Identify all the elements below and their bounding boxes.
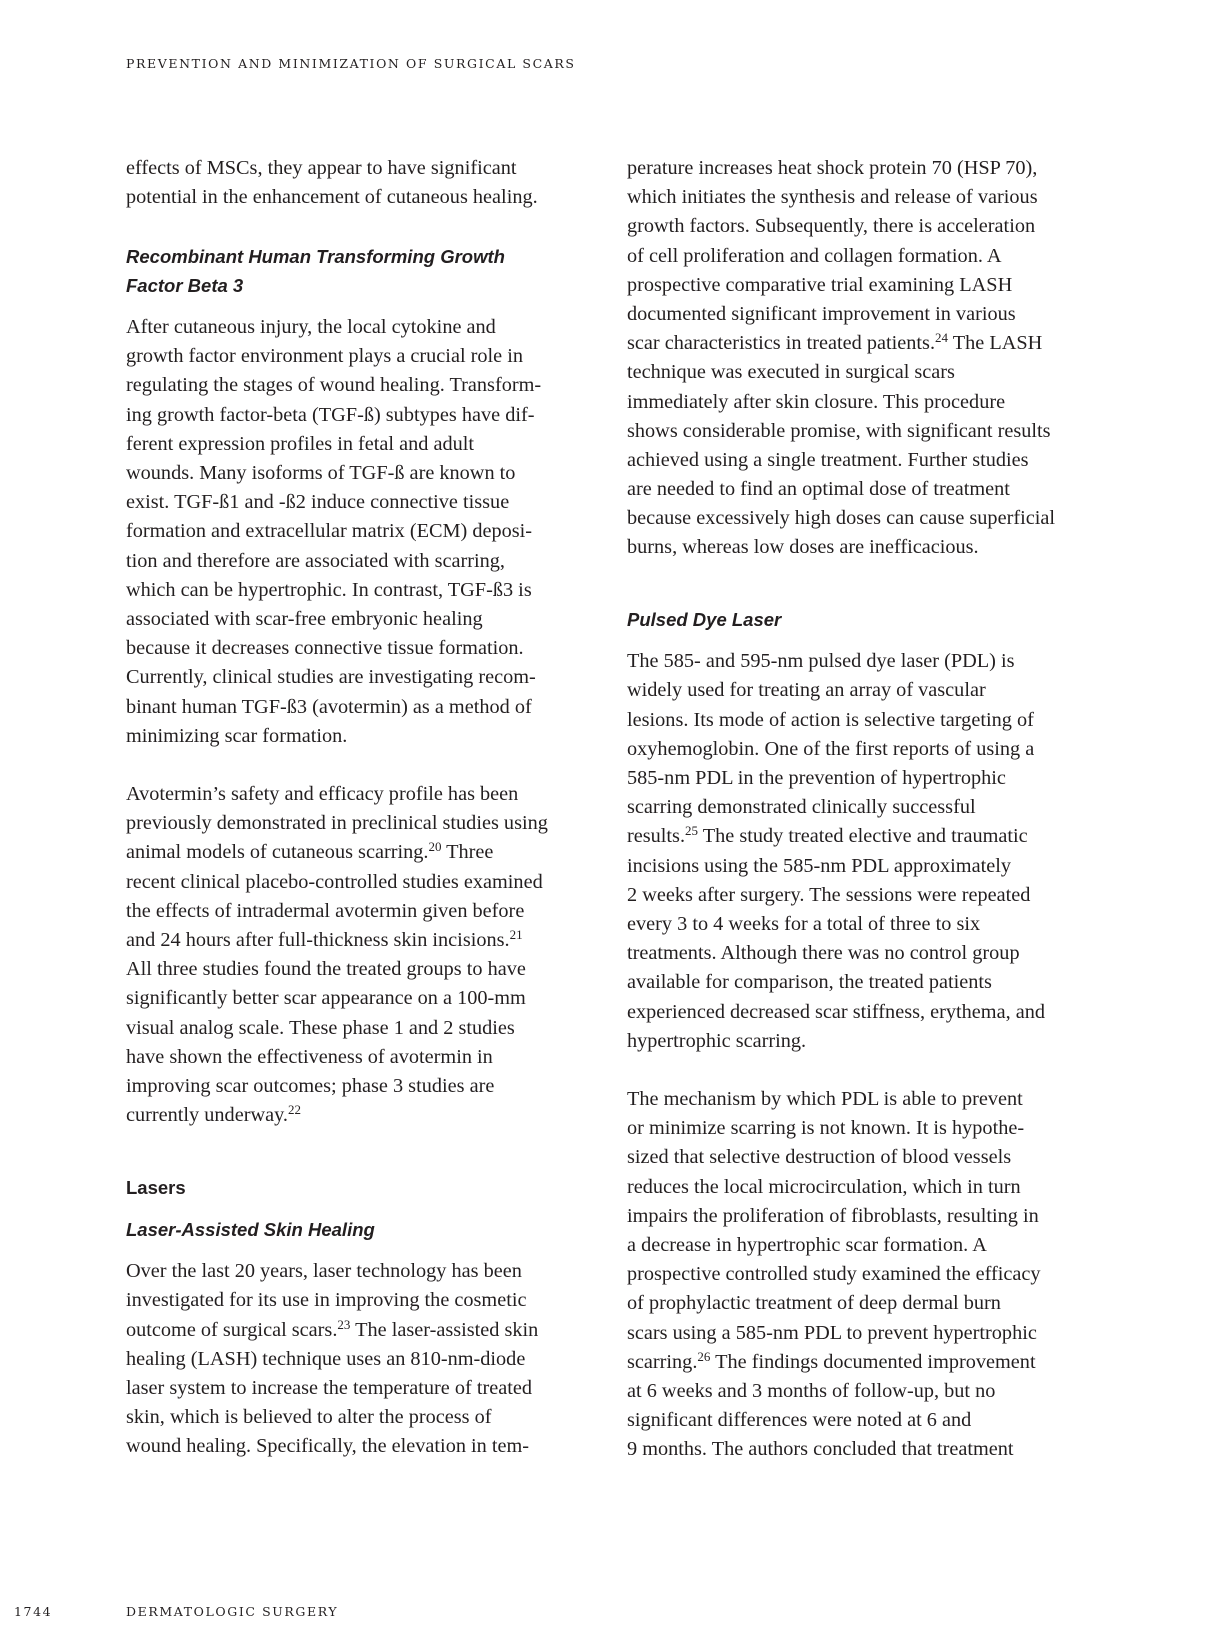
- line-text: of prophylactic treatment of deep dermal burn: [627, 1292, 1001, 1315]
- text-line: [627, 1173, 1092, 1202]
- line-text: wounds. Many isoforms of TGF-ß are known to: [126, 462, 516, 484]
- line-text: available for comparison, the treated patients: [627, 971, 992, 994]
- text-line: [126, 1286, 591, 1315]
- citation-superscript: 23: [337, 1316, 351, 1332]
- text-line: [126, 488, 591, 517]
- text-line: [627, 242, 1092, 271]
- line-text: because excessively high doses can cause superficial: [627, 507, 1055, 530]
- text-line: [126, 809, 591, 838]
- line-text: are needed to find an optimal dose of treatment: [627, 478, 1010, 501]
- line-text: regulating the stages of wound healing. Transform-: [126, 374, 542, 397]
- text-line: [126, 868, 591, 897]
- text-line: [126, 313, 591, 342]
- line-text: reduces the local microcirculation, which in turn: [627, 1175, 1021, 1198]
- line-text: every 3 to 4 weeks for a total of three to six: [627, 912, 981, 935]
- line-text: laser system to increase the temperature of treated: [126, 1377, 533, 1400]
- paragraph-gap: [627, 634, 1092, 647]
- line-text: 585-nm PDL in the prevention of hypertrophic: [627, 767, 1006, 790]
- text-line: [126, 780, 591, 809]
- line-text: shows considerable promise, with significant results: [627, 419, 1051, 442]
- line-text-after-citation: The findings documented improvement: [710, 1350, 1036, 1373]
- line-text: achieved using a single treatment. Further studies: [627, 448, 1029, 471]
- line-text: burns, whereas low doses are inefficacious.: [627, 536, 979, 559]
- paragraph-gap: [627, 563, 1092, 605]
- line-text: ferent expression profiles in fetal and adult: [126, 432, 475, 455]
- line-text: oxyhemoglobin. One of the first reports of using a: [627, 737, 1035, 760]
- line-text: Avotermin’s safety and efficacy profile has been: [126, 783, 519, 806]
- text-line: [126, 517, 591, 546]
- line-text: effects of MSCs, they appear to have significant: [126, 157, 517, 179]
- text-line: [627, 793, 1092, 822]
- line-text: Over the last 20 years, laser technology has been: [126, 1260, 522, 1283]
- text-line: [126, 1374, 591, 1403]
- text-line: [126, 1403, 591, 1432]
- paragraph-gap: [126, 300, 591, 313]
- text-line: [627, 417, 1092, 446]
- text-line: [627, 852, 1092, 881]
- text-line: [126, 401, 591, 430]
- text-line: [126, 1043, 591, 1072]
- section-heading: Laser-Assisted Skin Healing: [126, 1218, 375, 1240]
- text-line: [627, 1289, 1092, 1318]
- line-text: impairs the proliferation of fibroblasts, resulting in: [627, 1204, 1039, 1227]
- text-line: [627, 446, 1092, 475]
- text-line: [627, 1231, 1092, 1260]
- text-line: [627, 881, 1092, 910]
- text-line: [126, 838, 591, 867]
- text-line: [627, 1085, 1092, 1114]
- line-text: prospective comparative trial examining LASH: [627, 273, 1013, 296]
- line-text: experienced decreased scar stiffness, erythema, and: [627, 1000, 1046, 1023]
- line-text: scarring demonstrated clinically successful: [627, 796, 976, 819]
- line-text: treatments. Although there was no control group: [627, 942, 1020, 965]
- paragraph-gap: [126, 1202, 591, 1215]
- line-text: animal models of cutaneous scarring.: [126, 841, 429, 864]
- citation-superscript: 21: [509, 927, 523, 942]
- line-text: currently underway.: [126, 1104, 288, 1127]
- line-text: perature increases heat shock protein 70 (HSP 70),: [627, 157, 1038, 179]
- line-text: the effects of intradermal avotermin given before: [126, 899, 525, 922]
- line-text: results.: [627, 825, 686, 848]
- page-number: 1744: [14, 1604, 53, 1619]
- text-line: [627, 968, 1092, 997]
- text-line: [126, 1257, 591, 1286]
- line-text: recent clinical placebo-controlled studies examined: [126, 870, 543, 893]
- text-line: [126, 576, 591, 605]
- text-line: [627, 647, 1092, 676]
- text-line: [126, 342, 591, 371]
- line-text: at 6 weeks and 3 months of follow-up, but no: [627, 1379, 996, 1402]
- text-line: [126, 984, 591, 1013]
- text-line: [627, 300, 1092, 329]
- line-text: associated with scar-free embryonic healing: [126, 607, 483, 630]
- line-text: minimizing scar formation.: [126, 724, 348, 747]
- line-text: previously demonstrated in preclinical studies using: [126, 812, 548, 835]
- line-text: tion and therefore are associated with scarring,: [126, 549, 505, 572]
- text-line: [627, 1027, 1092, 1056]
- text-line: [627, 533, 1092, 562]
- text-line: [627, 764, 1092, 793]
- section-heading: Lasers: [126, 1176, 186, 1198]
- text-line: [126, 1072, 591, 1101]
- text-line: [627, 735, 1092, 764]
- paragraph-gap: [126, 751, 591, 780]
- text-line: [627, 475, 1092, 504]
- line-text: growth factor environment plays a crucial role in: [126, 345, 524, 368]
- citation-superscript: 25: [685, 823, 699, 839]
- line-text-after-citation: Three: [441, 841, 494, 864]
- line-text: significantly better scar appearance on a 100-mm: [126, 987, 526, 1010]
- text-line: [627, 1143, 1092, 1172]
- text-line: [627, 1435, 1092, 1464]
- line-text: 2 weeks after surgery. The sessions were repeated: [627, 883, 1031, 906]
- line-text: Currently, clinical studies are investigating recom-: [126, 666, 536, 689]
- text-line: [126, 1101, 591, 1130]
- line-text: scars using a 585-nm PDL to prevent hypertrophic: [627, 1321, 1037, 1344]
- text-line: [627, 1114, 1092, 1143]
- text-line: [627, 910, 1092, 939]
- line-text: which can be hypertrophic. In contrast, TGF-ß3 is: [126, 578, 532, 601]
- line-text: growth factors. Subsequently, there is acceleration: [627, 215, 1036, 238]
- line-text: technique was executed in surgical scars: [627, 361, 955, 384]
- line-text: hypertrophic scarring.: [627, 1029, 807, 1052]
- section-heading: Recombinant Human Transforming Growth: [126, 245, 505, 267]
- text-line: [627, 1202, 1092, 1231]
- line-text: binant human TGF-ß3 (avotermin) as a method of: [126, 695, 532, 718]
- line-text: incisions using the 585-nm PDL approximately: [627, 854, 1011, 877]
- section-heading: Pulsed Dye Laser: [627, 608, 782, 630]
- line-text: significant differences were noted at 6 and: [627, 1409, 972, 1432]
- citation-superscript: 20: [428, 839, 442, 855]
- text-line: [627, 706, 1092, 735]
- line-text-after-citation: The study treated elective and traumatic: [698, 825, 1028, 848]
- text-line: [627, 998, 1092, 1027]
- text-line: [627, 822, 1092, 851]
- line-text: lesions. Its mode of action is selective targeting of: [627, 708, 1034, 731]
- citation-superscript: 24: [935, 330, 949, 346]
- line-text: ing growth factor-beta (TGF-ß) subtypes have dif-: [126, 403, 535, 426]
- line-text: which initiates the synthesis and release of various: [627, 186, 1038, 209]
- right-column: [627, 154, 1092, 1465]
- text-line: [627, 388, 1092, 417]
- text-line: [627, 939, 1092, 968]
- line-text: immediately after skin closure. This procedure: [627, 390, 1006, 413]
- line-text: have shown the effectiveness of avotermin in: [126, 1045, 493, 1068]
- line-text: widely used for treating an array of vascular: [627, 679, 986, 702]
- text-line: [126, 605, 591, 634]
- line-text: 9 months. The authors concluded that treatment: [627, 1438, 1014, 1461]
- line-text: outcome of surgical scars.: [126, 1318, 338, 1341]
- line-text: After cutaneous injury, the local cytokine and: [126, 316, 496, 339]
- text-line: [126, 371, 591, 400]
- text-line: [627, 1319, 1092, 1348]
- citation-superscript: 26: [697, 1348, 711, 1364]
- line-text: or minimize scarring is not known. It is hypothe-: [627, 1117, 1025, 1140]
- text-line: [126, 663, 591, 692]
- text-line: [627, 358, 1092, 387]
- line-text: visual analog scale. These phase 1 and 2 studies: [126, 1016, 515, 1039]
- text-line: [627, 676, 1092, 705]
- paragraph-gap: [126, 1244, 591, 1257]
- text-line: [627, 183, 1092, 212]
- text-line: [627, 1406, 1092, 1435]
- line-text: All three studies found the treated groups to have: [126, 958, 526, 981]
- line-text: of cell proliferation and collagen formation. A: [627, 244, 1002, 267]
- line-text: potential in the enhancement of cutaneous healing.: [126, 186, 538, 209]
- line-text: wound healing. Specifically, the elevation in tem-: [126, 1435, 530, 1458]
- line-text: skin, which is believed to alter the process of: [126, 1406, 492, 1429]
- text-line: [126, 1345, 591, 1374]
- citation-superscript: 22: [288, 1102, 301, 1118]
- text-line: [627, 329, 1092, 358]
- line-text: scarring.: [627, 1350, 698, 1373]
- text-line: [126, 183, 591, 212]
- line-text: The mechanism by which PDL is able to prevent: [627, 1088, 1023, 1111]
- line-text: exist. TGF-ß1 and -ß2 induce connective tissue: [126, 491, 510, 514]
- line-text: a decrease in hypertrophic scar formation. A: [627, 1234, 987, 1257]
- line-text: and 24 hours after full-thickness skin incisions.: [126, 929, 510, 951]
- text-line: [627, 1348, 1092, 1377]
- line-text: investigated for its use in improving the cosmetic: [126, 1289, 527, 1312]
- text-line: [126, 634, 591, 663]
- text-line: [126, 547, 591, 576]
- text-line: [126, 926, 591, 955]
- line-text: healing (LASH) technique uses an 810-nm-diode: [126, 1347, 526, 1370]
- text-line: [126, 1014, 591, 1043]
- paragraph-gap: [627, 1056, 1092, 1085]
- text-line: [126, 459, 591, 488]
- text-line: [627, 212, 1092, 241]
- running-head: PREVENTION AND MINIMIZATION OF SURGICAL SCARS: [126, 56, 576, 71]
- left-column: [126, 154, 591, 1462]
- line-text-after-citation: The LASH: [948, 332, 1043, 355]
- paragraph-gap: [126, 1130, 591, 1172]
- line-text-after-citation: The laser-assisted skin: [350, 1318, 539, 1341]
- text-line: [627, 271, 1092, 300]
- line-text: The 585- and 595-nm pulsed dye laser (PDL) is: [627, 650, 1015, 673]
- line-text: improving scar outcomes; phase 3 studies are: [126, 1074, 495, 1097]
- paragraph-gap: [126, 212, 591, 241]
- text-line: [126, 1432, 591, 1461]
- line-text: prospective controlled study examined the efficacy: [627, 1263, 1041, 1286]
- line-text: because it decreases connective tissue formation.: [126, 637, 524, 660]
- text-line: [627, 504, 1092, 533]
- text-line: [126, 430, 591, 459]
- text-line: [627, 154, 1092, 183]
- line-text: documented significant improvement in various: [627, 302, 1016, 325]
- text-line: [126, 722, 591, 751]
- journal-name: DERMATOLOGIC SURGERY: [126, 1604, 339, 1619]
- text-line: [126, 154, 591, 183]
- text-line: [627, 1377, 1092, 1406]
- text-line: [126, 955, 591, 984]
- text-line: [126, 897, 591, 926]
- line-text: scar characteristics in treated patients.: [627, 332, 936, 355]
- text-line: [627, 1260, 1092, 1289]
- text-line: [126, 693, 591, 722]
- line-text: sized that selective destruction of blood vessels: [627, 1146, 1012, 1169]
- line-text: formation and extracellular matrix (ECM) deposi-: [126, 520, 533, 543]
- section-heading: Factor Beta 3: [126, 274, 244, 296]
- text-line: [126, 1316, 591, 1345]
